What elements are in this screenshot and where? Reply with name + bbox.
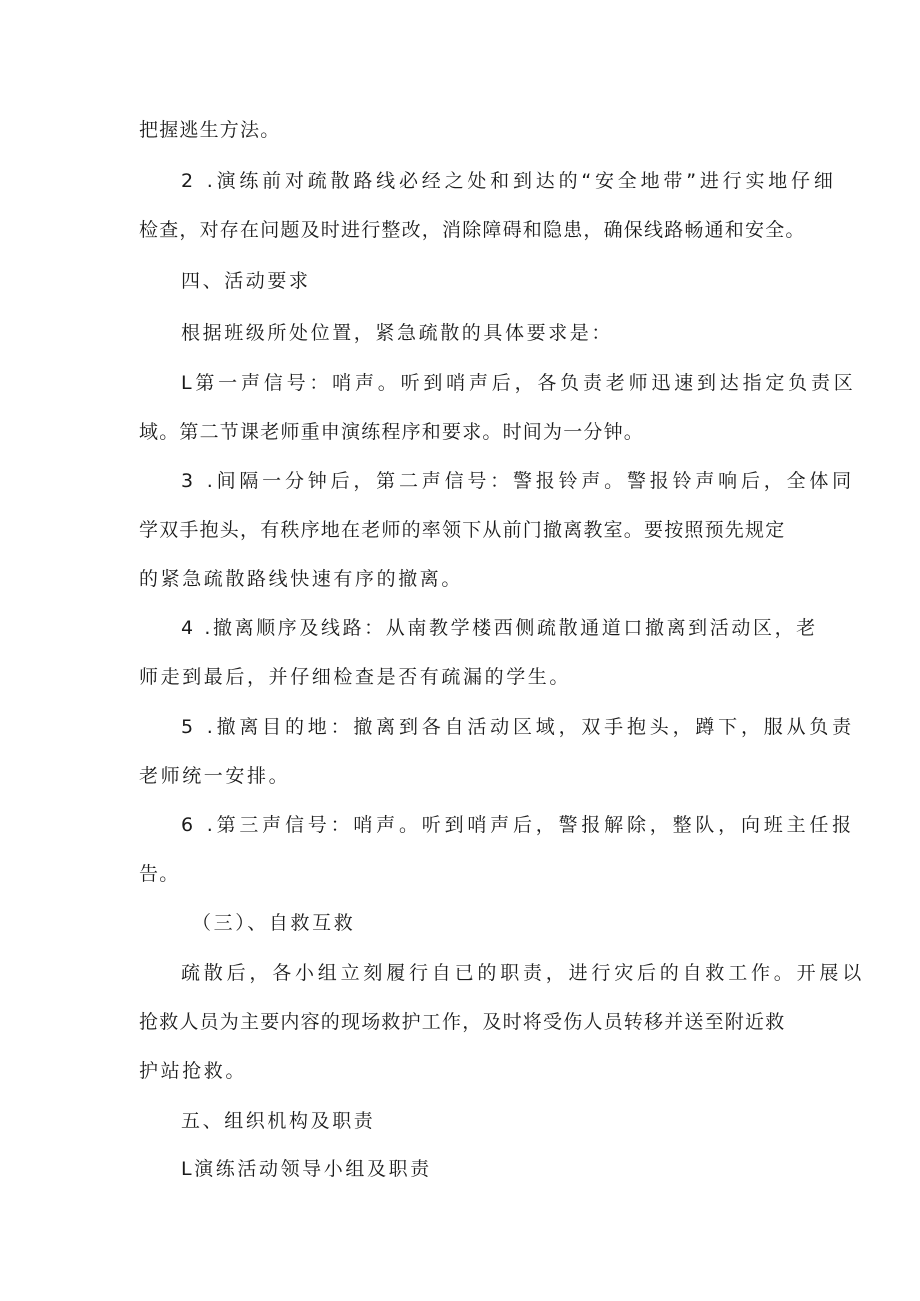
text-line-19: 抢救人员为主要内容的现场救护工作，及时将受伤人员转移并送至附近救 <box>139 1011 786 1033</box>
text-line-8: 3 .间隔一分钟后，第二声信号：警报铃声。警报铃声响后，全体同 <box>181 470 855 492</box>
text-line-22: L演练活动领导小组及职责 <box>181 1158 432 1180</box>
text-line-18: 疏散后，各小组立刻履行自已的职责，进行灾后的自救工作。开展以 <box>181 962 866 984</box>
text-line-6: L第一声信号：哨声。听到哨声后，各负责老师迅速到达指定负责区 <box>181 372 857 394</box>
text-line-1: 把握逃生方法。 <box>139 119 281 141</box>
text-line-14: 老师统一安排。 <box>139 765 291 787</box>
text-line-12: 师走到最后，并仔细检查是否有疏漏的学生。 <box>139 666 572 688</box>
text-line-2: 2 .演练前对疏散路线必经之处和到达的“安全地带”进行实地仔细 <box>181 170 837 192</box>
section-heading-21: 五、组织机构及职责 <box>181 1110 376 1132</box>
text-line-11: 4 .撤离顺序及线路：从南教学楼西侧疏散通道口撤离到活动区，老 <box>181 617 818 639</box>
text-line-13: 5 .撤离目的地：撤离到各自活动区域，双手抱头，蹲下，服从负责 <box>181 716 855 738</box>
section-heading-4: 四、活动要求 <box>181 270 311 292</box>
text-line-15: 6 .第三声信号：哨声。听到哨声后，警报解除，整队，向班主任报 <box>181 814 855 836</box>
text-line-20: 护站抢救。 <box>139 1060 248 1082</box>
text-line-9: 学双手抱头，有秩序地在老师的率领下从前门撤离教室。要按照预先规定 <box>139 519 786 541</box>
text-line-5: 根据班级所处位置，紧急疏散的具体要求是： <box>181 322 614 344</box>
text-line-7: 域。第二节课老师重申演练程序和要求。时间为一分钟。 <box>139 421 645 443</box>
text-line-3: 检查，对存在问题及时进行整改，消除障碍和隐患，确保线路畅通和安全。 <box>139 219 806 241</box>
section-heading-17: （三）、自救互救 <box>192 912 356 934</box>
text-line-16: 告。 <box>139 863 180 885</box>
text-line-10: 的紧急疏散路线快速有序的撤离。 <box>139 568 464 590</box>
